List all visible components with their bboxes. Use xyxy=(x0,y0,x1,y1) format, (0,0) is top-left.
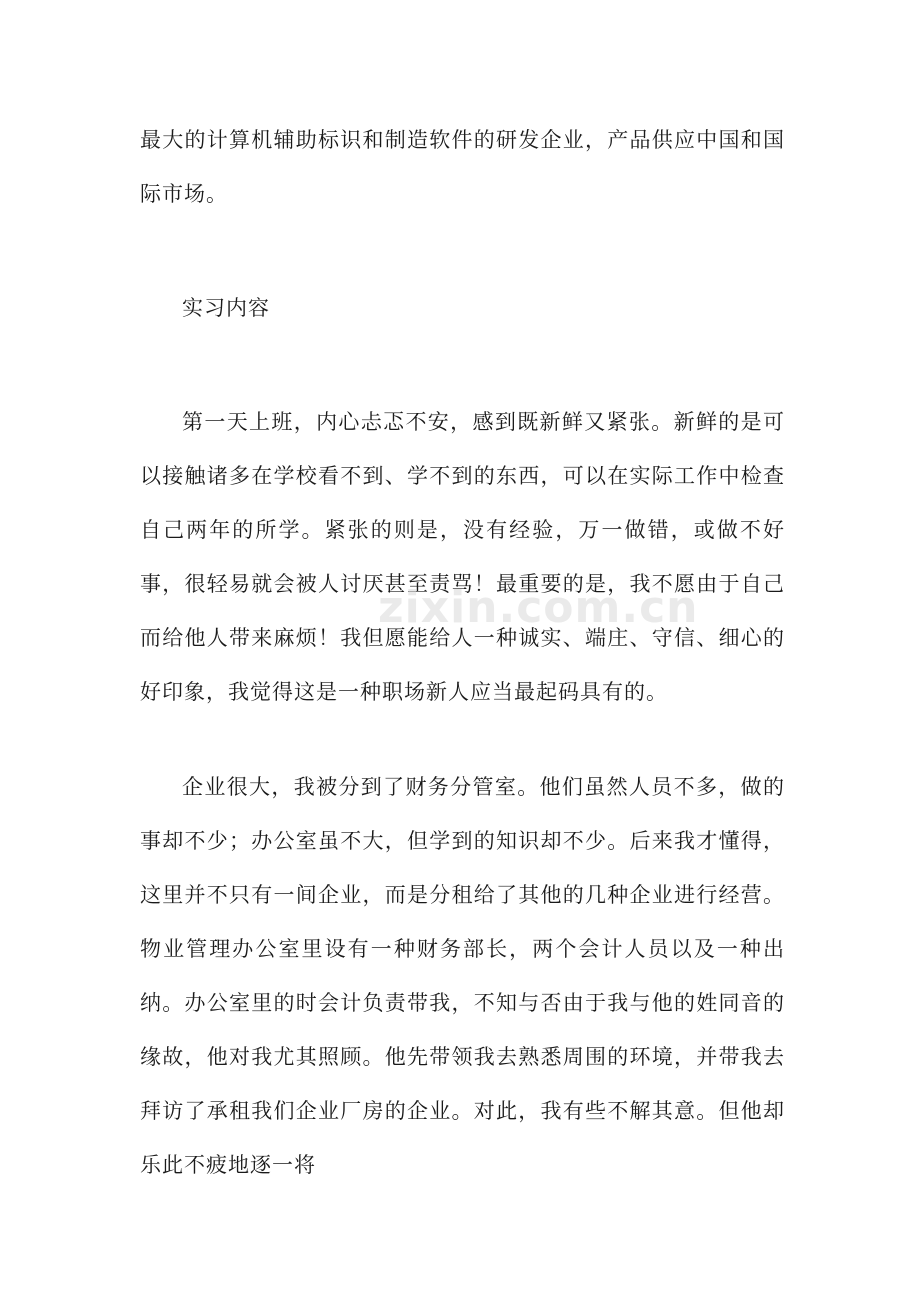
paragraph-intro-continuation: 最大的计算机辅助标识和制造软件的研发企业，产品供应中国和国际市场。 xyxy=(140,128,785,206)
paragraph-first-day: 第一天上班，内心忐忑不安，感到既新鲜又紧张。新鲜的是可以接触诸多在学校看不到、学不到的东西，可以在实际工作中检查自己两年的所学。紧张的则是，没有经验，万一做错，或做不好事，很轻易就会被人讨厌甚至责骂！最重要的是，我不愿由于自己而给他人带来麻烦！我但愿能给人一种诚实、端庄、守信、细心的好印象，我觉得这是一种职场新人应当最起码具有的。 xyxy=(140,410,785,704)
section-heading: 实习内容 xyxy=(182,296,270,320)
site-watermark: zixin.com.cn xyxy=(378,582,699,633)
paragraph-company: 企业很大，我被分到了财务分管室。他们虽然人员不多，做的事却不少；办公室虽不大，但学到的知识却不少。后来我才懂得，这里并不只有一间企业，而是分租给了其他的几种企业进行经营。物业管理办公室里设有一种财务部长，两个会计人员以及一种出纳。办公室里的时会计负责带我，不知与否由于我与他的姓同音的缘故，他对我尤其照顾。他先带领我去熟悉周围的环境，并带我去拜访了承租我们企业厂房的企业。对此，我有些不解其意。但他却乐此不疲地逐一将 xyxy=(140,775,785,1177)
